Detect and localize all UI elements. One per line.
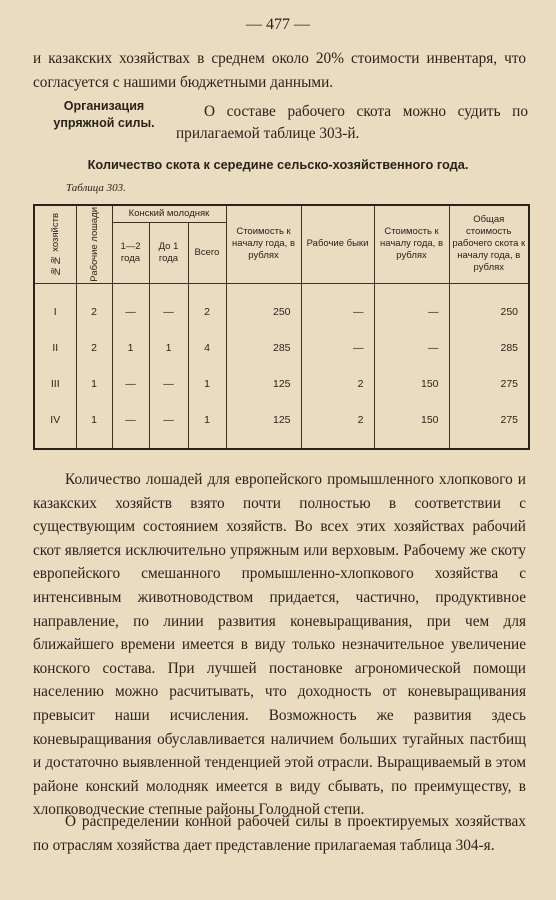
header-oxen-cost: Стоимость к началу года, в рублях	[374, 205, 449, 283]
table-title: Количество скота к середине сельско-хозяйственного года.	[87, 157, 469, 172]
header-total-cost: Общая стоимость рабочего скота к началу года, в рублях	[449, 205, 529, 283]
livestock-table	[33, 204, 530, 450]
header-horse-cost: Стоимость к началу года, в рублях	[226, 205, 301, 283]
table-row: III 1 — — 1 125 2 150 275	[34, 366, 529, 402]
body-paragraph-2: О распределении конной рабочей силы в проектируемых хозяйствах по отраслям хозяйства дает представление прилагаемая таблица 304-я.	[33, 813, 526, 854]
header-farm-number: №№ хозяйств	[34, 205, 76, 283]
side-paragraph: О составе рабочего скота можно судить по прилагаемой таблице 303-й.	[176, 103, 528, 142]
body-paragraph-1: Количество лошадей для европейского промышленного хлопкового и казакских хозяйств взято почти полностью в соответствии с существующим состоянием хозяйств. Во всех этих хозяйствах рабочий скот является исключительно упряжным или верховым. Рабочему же скоту европейского смешанного промышленно-хлопкового хозяйства с интенсивным животноводством придается, частично, продуктивное направление, по линии развития коневыращивания, при чем для ближайшего времени имеется в виду только незначительное увеличение конского состава. При лучшей постановке агрономической помощи населению можно расчитывать, что доходность от коневыращивания превысит наши исчисления. Возможность же развития здесь коневыращивания обуславливается наличием больших тугайных пастбищ и достаточно выявленной тенденцией этой отрасли. Выращиваемый в этом районе конский молодняк имеется в виду сбывать, по преимуществу, в хлопководческие степные районы Голодной степи.	[33, 471, 526, 819]
table-row: I 2 — — 2 250 — — 250	[34, 294, 529, 330]
intro-paragraph: и казакских хозяйствах в среднем около 20% стоимости инвентаря, что согласуется с нашими бюджетными данными.	[33, 50, 526, 91]
table-label: Таблица 303.	[66, 182, 126, 194]
header-work-horses: Рабочие лошади	[76, 205, 112, 283]
side-heading: Организация упряжной силы.	[53, 99, 155, 130]
page-number: — 477 —	[246, 16, 310, 33]
header-young-to-1: До 1 года	[149, 223, 188, 284]
header-young-total: Всего	[188, 223, 226, 284]
header-oxen: Рабочие быки	[301, 205, 374, 283]
table-row: IV 1 — — 1 125 2 150 275	[34, 402, 529, 438]
header-young-1-2: 1—2 года	[112, 223, 149, 284]
table-row: II 2 1 1 4 285 — — 285	[34, 330, 529, 366]
header-young-horses: Конский молодняк	[112, 205, 226, 223]
